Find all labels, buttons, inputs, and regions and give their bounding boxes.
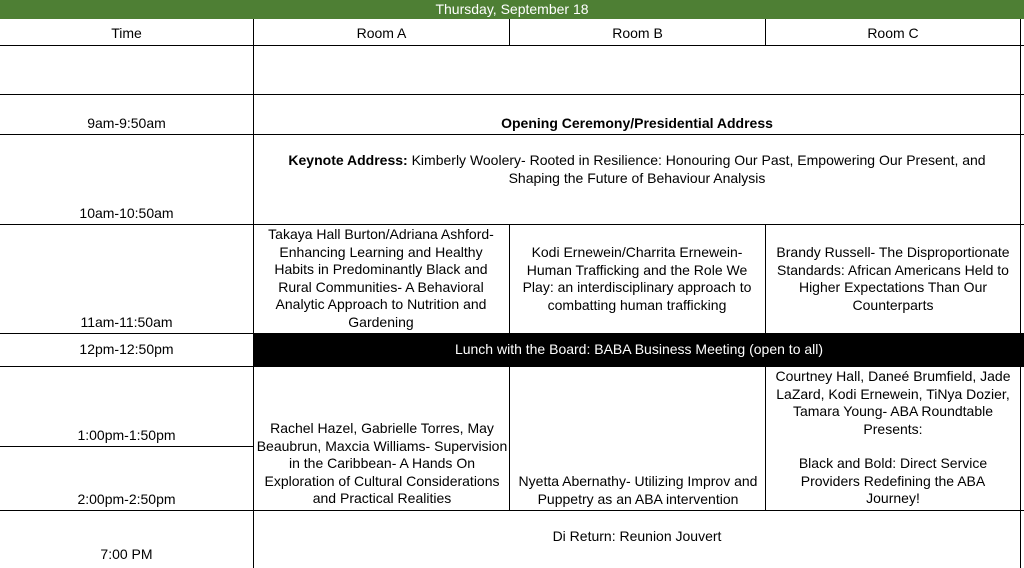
column-header-room-a: Room A xyxy=(356,25,407,42)
grid-line xyxy=(509,366,510,510)
afternoon-room-a: Rachel Hazel, Gabrielle Torres, May Beaubrun, Maxcia Williams- Supervision in the Caribbean- A Hands On Exploration of Cultural Considerations and Practical Realities xyxy=(256,420,508,506)
day-banner: Thursday, September 18 xyxy=(0,0,1024,19)
afternoon-room-b: Nyetta Abernathy- Utilizing Improv and Puppetry as an ABA intervention xyxy=(518,473,758,507)
grid-line xyxy=(765,224,766,334)
lunch-business-meeting: Lunch with the Board: BABA Business Meeting (open to all) xyxy=(254,334,1024,366)
time-slot-2pm: 2:00pm-2:50pm xyxy=(77,490,176,507)
time-slot-11am: 11am-11:50am xyxy=(80,313,173,330)
session-11am-room-a: Takaya Hall Burton/Adriana Ashford- Enhancing Learning and Healthy Habits in Predominantly Black and Rural Communities- A Behavioral Analytic Approach to Nutrition and Gardening xyxy=(268,226,494,330)
column-header-room-b: Room B xyxy=(612,25,663,42)
reunion-jouvert: Di Return: Reunion Jouvert xyxy=(552,528,722,544)
session-11am-room-b: Kodi Ernewein/Charrita Ernewein- Human Trafficking and the Role We Play: an interdisciplinary approach to combatting human trafficking xyxy=(522,244,752,313)
column-header-room-c: Room C xyxy=(867,25,919,42)
grid-line xyxy=(765,366,766,510)
keynote-text: Kimberly Woolery- Rooted in Resilience: Honouring Our Past, Empowering Our Present, and Shaping the Future of Behaviour Analysis xyxy=(407,152,986,186)
time-slot-9am: 9am-9:50am xyxy=(87,114,166,131)
time-slot-12pm: 12pm-12:50pm xyxy=(79,341,174,358)
keynote-address xyxy=(262,152,1012,187)
afternoon-room-c-presenters: Courtney Hall, Daneé Brumfield, Jade LaZard, Kodi Ernewein, TiNya Dozier, Tamara Young- ABA Roundtable Presents: xyxy=(775,368,1011,437)
grid-line xyxy=(1020,19,1021,568)
opening-ceremony: Opening Ceremony/Presidential Address xyxy=(501,114,773,131)
grid-line xyxy=(509,224,510,334)
column-header-time: Time xyxy=(111,25,142,42)
session-11am-room-c: Brandy Russell- The Disproportionate Standards: African Americans Held to Higher Expectations Than Our Counterparts xyxy=(776,244,1010,313)
keynote-label: Keynote Address: xyxy=(288,152,408,168)
afternoon-room-c-title: Black and Bold: Direct Service Providers Redefining the ABA Journey! xyxy=(798,455,988,506)
time-slot-7pm: 7:00 PM xyxy=(100,545,153,562)
time-slot-10am: 10am-10:50am xyxy=(79,204,174,221)
time-slot-1pm: 1:00pm-1:50pm xyxy=(77,426,176,443)
